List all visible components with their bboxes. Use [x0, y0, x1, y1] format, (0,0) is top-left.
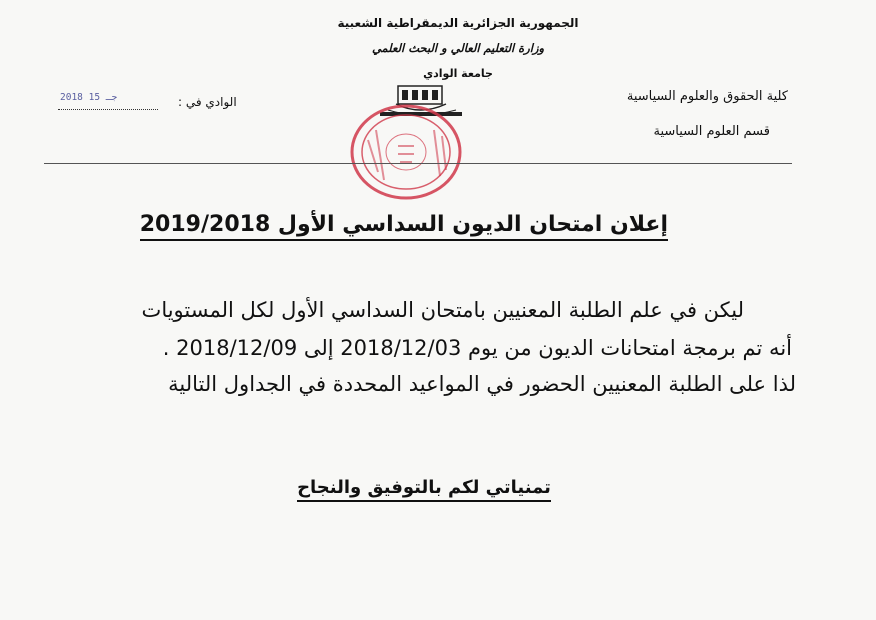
department-name: قسم العلوم السياسية [653, 124, 770, 139]
body-line-2: أنه تم برمجة امتحانات الديون من يوم 2018/12/03 إلى 2018/12/09 . [162, 336, 792, 360]
body-line-1: ليكن في علم الطلبة المعنيين بامتحان السداسي الأول لكل المستويات [141, 298, 744, 322]
date-dotted-line [58, 109, 158, 110]
official-seal-icon [348, 100, 466, 200]
announcement-title: إعلان امتحان الديون السداسي الأول 2019/2018 [168, 212, 668, 237]
header-divider [44, 163, 792, 164]
body-line-3: لذا على الطلبة المعنيين الحضور في المواعيد المحددة في الجداول التالية [168, 372, 796, 396]
header-university: جامعة الوادي [423, 67, 493, 80]
closing-wishes: تمنياتي لكم بالتوفيق والنجاح [272, 477, 576, 498]
header-republic: الجمهورية الجزائرية الديمقراطية الشعبية [337, 16, 579, 30]
header-ministry: وزارة التعليم العالي و البحث العلمي [371, 41, 545, 55]
place-date-label: الوادي في : [178, 95, 237, 109]
date-stamp: 2018 جـ 15 [60, 92, 118, 103]
faculty-name: كلية الحقوق والعلوم السياسية [626, 89, 788, 104]
